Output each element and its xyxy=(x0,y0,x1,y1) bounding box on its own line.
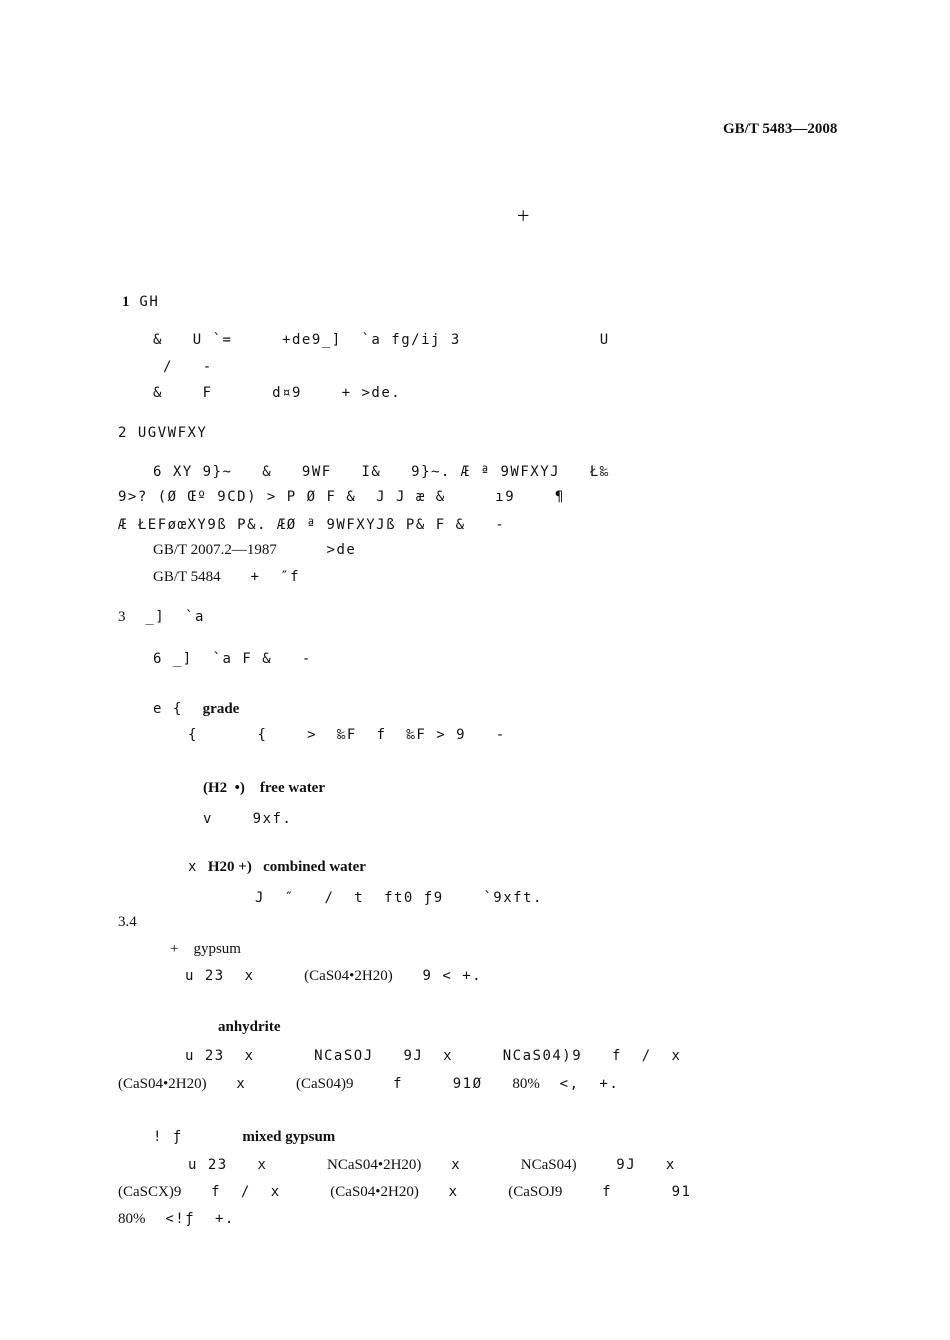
text-run: J ″ / t ft0 ƒ9 `9xft. xyxy=(255,890,543,906)
text-line xyxy=(118,1183,691,1201)
text-run: (H2 •) free water xyxy=(203,780,325,796)
text-run: f 91Ø xyxy=(353,1076,513,1092)
text-line xyxy=(170,940,241,958)
text-line xyxy=(255,889,543,907)
text-line xyxy=(118,1210,235,1228)
text-run: x xyxy=(206,1076,296,1092)
text-run: + ″f xyxy=(220,569,301,585)
text-run: NCaS04) xyxy=(520,1157,577,1173)
text-line xyxy=(153,700,239,718)
text-run: x xyxy=(188,859,208,875)
text-run: u 23 x xyxy=(188,1157,328,1173)
text-line xyxy=(153,331,610,349)
text-line xyxy=(185,967,482,985)
text-run: 6 XY 9}~ & 9WF I& 9}~. Æ ª 9WFXYJ Ł‰ xyxy=(153,464,610,480)
text-run: anhydrite xyxy=(218,1019,281,1035)
text-run: (CaSOJ9 xyxy=(508,1184,563,1200)
text-line xyxy=(118,516,505,534)
text-line xyxy=(218,1018,281,1036)
text-run: (CaS04•2H20) xyxy=(330,1184,419,1200)
text-line xyxy=(118,488,565,506)
text-line xyxy=(118,424,207,442)
text-run: f / x xyxy=(582,1048,682,1064)
text-run: H20 +) combined water xyxy=(207,859,366,875)
text-run: 3 xyxy=(118,609,126,625)
text-run: 9 < +. xyxy=(392,968,483,984)
text-run: GH xyxy=(129,294,160,310)
text-line xyxy=(188,726,506,744)
text-run: (CaS04•2H20) xyxy=(304,968,393,984)
text-run: e { xyxy=(153,701,203,717)
text-run: x xyxy=(418,1184,509,1200)
text-run: f 91 xyxy=(562,1184,692,1200)
text-run: grade xyxy=(202,701,240,717)
text-run: / - xyxy=(163,359,213,375)
text-line xyxy=(118,608,205,626)
text-run: (CaS04•2H20) xyxy=(118,1076,207,1092)
text-run: NCaSOJ xyxy=(314,1048,374,1064)
text-line xyxy=(153,463,610,481)
text-run: f / x xyxy=(181,1184,331,1200)
text-run: { { > ‰F f ‰F > 9 - xyxy=(188,727,506,743)
text-run: (CaS04)9 xyxy=(295,1076,354,1092)
text-run: NCaS04)9 xyxy=(502,1048,583,1064)
text-run: 1 xyxy=(122,294,130,310)
document-title: + xyxy=(517,203,530,228)
text-line xyxy=(122,293,159,311)
text-run: _] `a xyxy=(125,609,205,625)
text-line xyxy=(153,568,300,586)
text-run: Æ ŁEFøœXY9ß P&. ÆØ ª 9WFXYJß P& F & - xyxy=(118,517,506,533)
text-run: mixed gypsum xyxy=(242,1129,336,1145)
text-line xyxy=(153,650,312,668)
text-line xyxy=(118,913,137,931)
text-line xyxy=(203,810,292,828)
text-run: 2 UGVWFXY xyxy=(118,425,208,441)
text-run: (CaSCX)9 xyxy=(118,1184,182,1200)
text-run: 9>? (Ø Œº 9CD) > P Ø F & J J æ & ı9 ¶ xyxy=(118,489,565,505)
text-run: x xyxy=(421,1157,521,1173)
text-line xyxy=(185,1047,681,1065)
text-line xyxy=(153,1128,335,1146)
text-run: ! ƒ xyxy=(153,1129,243,1145)
text-run: u 23 x xyxy=(185,968,305,984)
text-line xyxy=(188,858,366,876)
text-run: 9J x xyxy=(373,1048,503,1064)
text-run: u 23 x xyxy=(185,1048,315,1064)
text-line xyxy=(153,541,356,559)
text-run: v 9xf. xyxy=(203,811,293,827)
text-run: + gypsum xyxy=(170,941,241,957)
text-line xyxy=(153,384,401,402)
text-run: NCaS04•2H20) xyxy=(327,1157,422,1173)
text-run: 3.4 xyxy=(118,914,137,930)
standard-number: GB/T 5483—2008 xyxy=(723,121,838,137)
text-run: <, +. xyxy=(539,1076,620,1092)
text-run: >de xyxy=(276,542,357,558)
text-line xyxy=(118,1075,619,1093)
text-run: 80% xyxy=(512,1076,540,1092)
text-run: 9J x xyxy=(576,1157,676,1173)
text-run: 80% xyxy=(118,1211,146,1227)
text-run: & U `= +de9_] `a fg/ij 3 U xyxy=(153,332,610,348)
text-run: GB/T 5484 xyxy=(153,569,221,585)
text-line xyxy=(163,358,213,376)
text-run: <!ƒ +. xyxy=(145,1211,235,1227)
text-run: 6 _] `a F & - xyxy=(153,651,312,667)
text-line xyxy=(203,779,325,797)
text-run: & F d¤9 + >de. xyxy=(153,385,402,401)
text-run: GB/T 2007.2—1987 xyxy=(153,542,277,558)
text-line xyxy=(188,1156,676,1174)
